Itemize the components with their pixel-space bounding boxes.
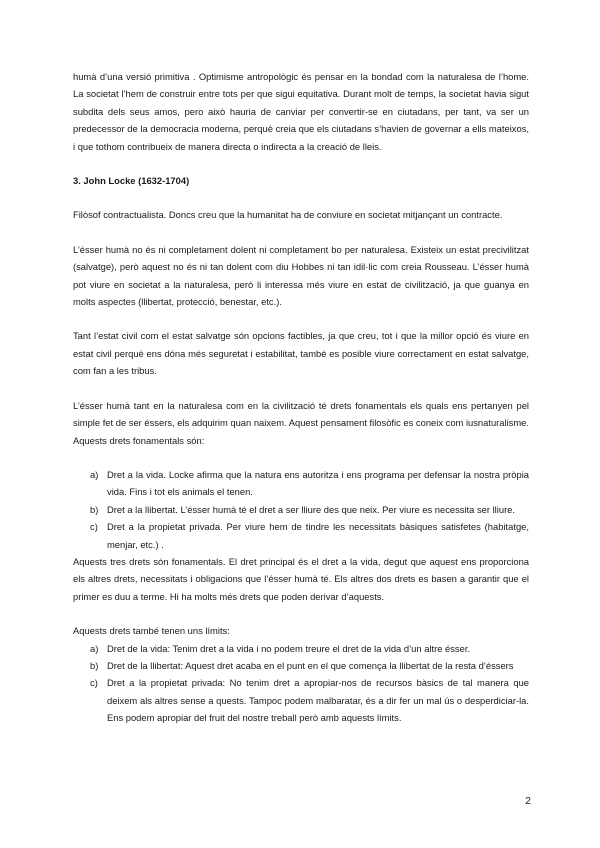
paragraph-limits: Aquests drets també tenen uns límits: [73,625,230,637]
list-item [73,640,529,657]
list-marker: b) [90,659,99,671]
list-item-text: Dret de la llibertat: Aquest dret acaba en el punt en el que comença la llibertat de la resta d’éssers [107,659,514,671]
list-item-text: Dret a la vida. Locke afirma que la natura ens autoritza i ens programa per defensar la nostra pròpia vida. Fins i tot els animals el tenen. [107,468,529,498]
paragraph-esser-huma: L’ésser humà no és ni completament dolent ni completament bo per naturalesa. Existeix un estat precivilitzat (salvatge), però aquest no és ni tan dolent com diu Hobbes ni tan idil·lic com creia Rousseau. L’ésser humà pot viure en societat a la naturalesa, però li interessa més viure en estat de civilització, ja que guanya en molts aspectes (llibertat, protecció, benestar, etc.). [73,243,529,308]
section-heading-locke: 3. John Locke (1632-1704) [73,175,190,187]
list-item [73,674,529,726]
list-marker: a) [90,642,99,654]
list-item [73,518,529,553]
list-item-text: Dret a la propietat privada: No tenim dret a apropiar-nos de recursos bàsics de tal manera que deixem als altres sense a quests. Tampoc podem malbaratar, és a dir fer un mal ús o desperdiciar-la. Ens podem apropiar del fruit del nostre treball però amb aquests límits. [107,677,529,724]
list-item [73,466,529,501]
paragraph-tres-drets: Aquests tres drets són fonamentals. El dret principal és el dret a la vida, degut que aquest ens proporciona els altres drets, necessitats i obligacions que l’ésser humà té. Els altres dos drets es basen a garantir que el primer es duu a terme. Hi ha molts més drets que poden derivar d’aquests. [73,555,529,602]
list-rights-limits [73,640,529,727]
page-content [73,68,529,727]
list-fundamental-rights [73,466,529,553]
list-item-text: Dret de la vida: Tenim dret a la vida i no podem treure el dret de la vida d’un altre ésser. [107,642,471,654]
list-item [73,501,529,518]
list-item-text: Dret a la llibertat. L’ésser humà té el dret a ser lliure des que neix. Per viure es necessita ser lliure. [107,503,516,515]
page-number: 2 [525,795,531,807]
list-marker: c) [90,521,98,533]
paragraph-estat-civil: Tant l’estat civil com el estat salvatge són opcions factibles, ja que creu, tot i que la millor opció és viure en estat civil perquè ens dóna més seguretat i estabilitat, també es posible viure correctament en estat salvatge, com fan a les tribus. [73,330,529,377]
list-item [73,657,529,674]
list-item-text: Dret a la propietat privada. Per viure hem de tindre les necessitats bàsiques satisfetes (habitatge, menjar, etc.) . [107,521,529,550]
list-marker: b) [90,503,99,515]
list-marker: a) [90,468,99,480]
paragraph-filosof: Filòsof contractualista. Doncs creu que la humanitat ha de conviure en societat mitjançant un contracte. [73,209,503,221]
paragraph-intro: humà d’una versió primitiva . Optimisme antropològic és pensar en la bondad com la naturalesa de l’home. La societat l’hem de construir entre tots per que sigui equitativa. Durant molt de temps, la societat havia sigut subdita dels seus amos, pero això hauria de canviar per convertir-se en ciutadans, per tant, va ser un predecessor de la democracia moderna, perquè creia que els ciutadans s’havien de governar a ells mateixos, i que tothom contribueix de manera directa o indirecta a la creació de lleis. [73,71,529,152]
list-marker: c) [90,677,98,689]
paragraph-drets-fonamentals: L’ésser humà tant en la naturalesa com en la civilització té drets fonamentals els quals ens pertanyen pel simple fet de ser éssers, els adquirim quan naixem. Aquest pensament filosòfic es coneix com iusnaturalisme. Aquests drets fonamentals són: [73,399,529,446]
